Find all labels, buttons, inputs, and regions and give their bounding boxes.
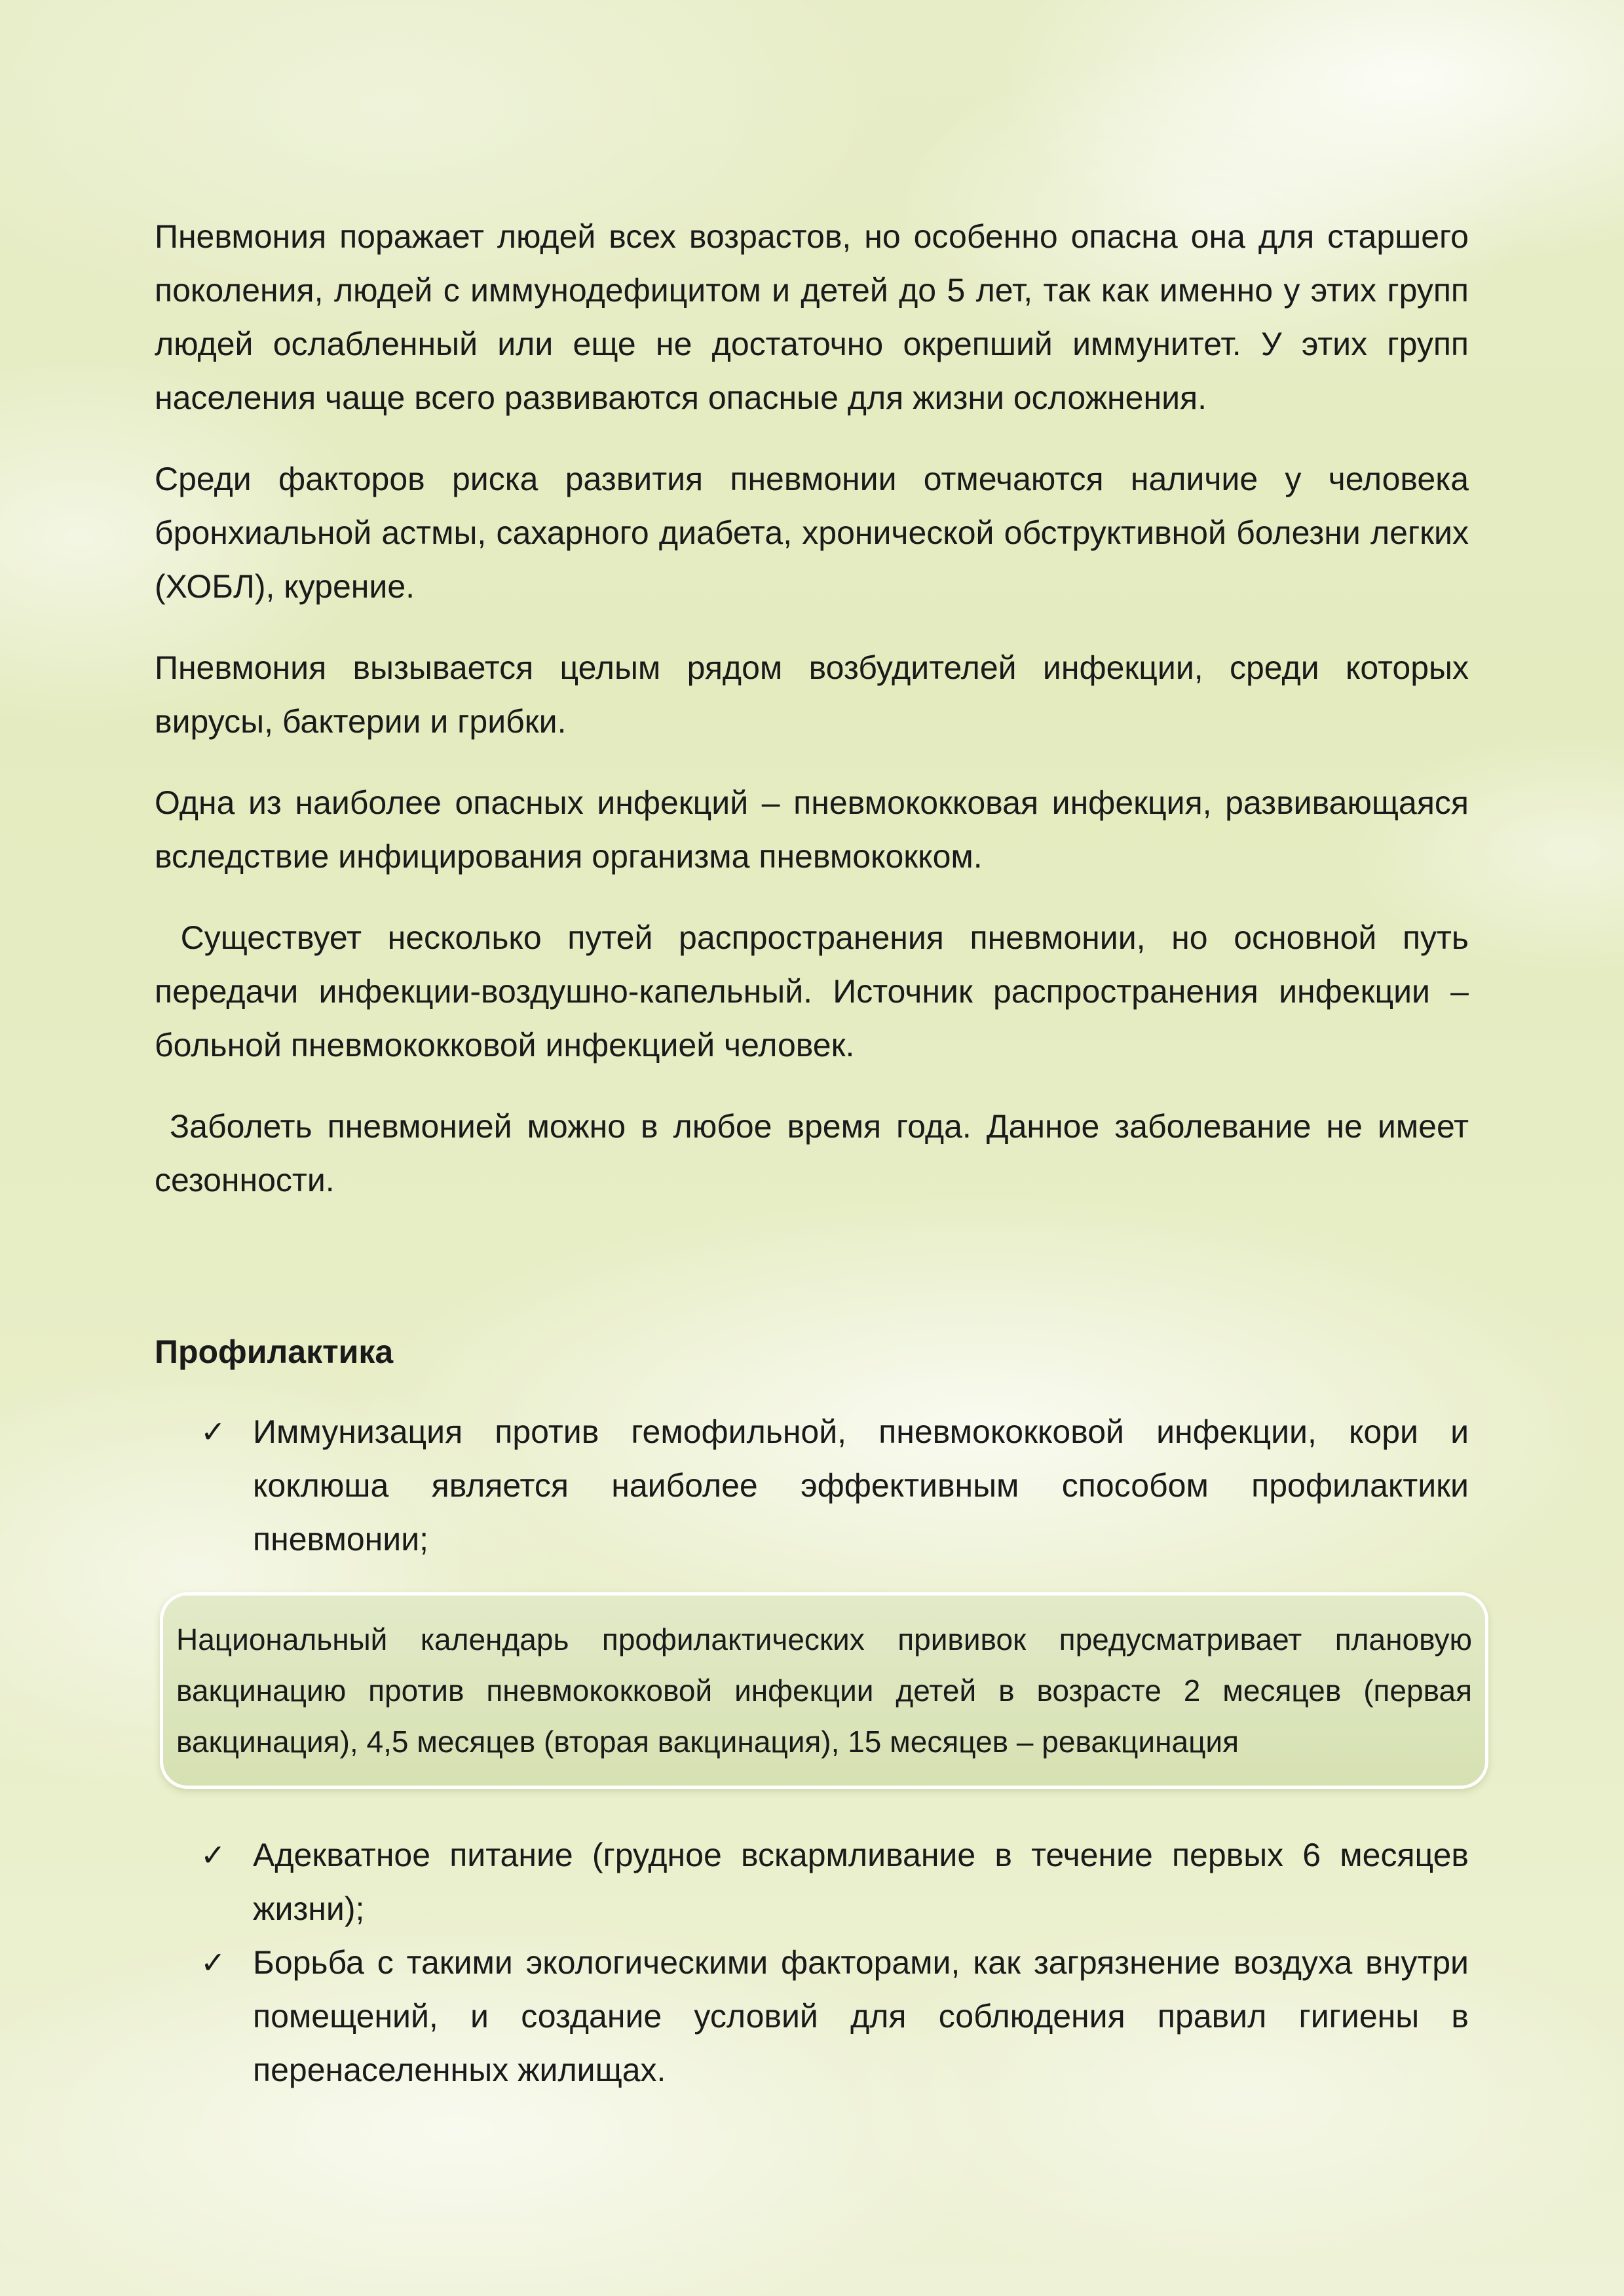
list-item-text: Иммунизация против гемофильной, пневмококковой инфекции, кори и коклюша является наиболее эффективным способом профилактики пневмонии; bbox=[253, 1413, 1469, 1558]
paragraph-transmission: Существует несколько путей распространения пневмонии, но основной путь передачи инфекции-воздушно-капельный. Источник распространения инфекции – больной пневмококковой инфекцией человек. bbox=[155, 919, 1478, 1063]
prevention-heading: Профилактика bbox=[155, 1333, 394, 1370]
list-item bbox=[200, 1405, 1469, 1566]
prevention-list bbox=[155, 1405, 1469, 1566]
paragraph-risk-factors: Среди факторов риска развития пневмонии отмечаются наличие у человека бронхиальной астмы, сахарного диабета, хронической обструктивной болезни легких (ХОБЛ), курение. bbox=[155, 461, 1469, 605]
check-mark-icon: ✓ bbox=[200, 1837, 226, 1873]
check-mark-icon: ✓ bbox=[200, 1414, 226, 1449]
paragraph-pneumococcal: Одна из наиболее опасных инфекций – пневмококковая инфекция, развивающаяся вследствие инфицирования организма пневмококком. bbox=[155, 784, 1469, 875]
paragraph-age-risk: Пневмония поражает людей всех возрастов, но особенно опасна она для старшего поколения, людей с иммунодефицитом и детей до 5 лет, так как именно у этих групп людей ослабленный или еще не достаточно окрепший иммунитет. У этих групп населения чаще всего развиваются опасные для жизни осложнения. bbox=[155, 218, 1469, 416]
list-item bbox=[200, 1828, 1469, 1936]
list-item-text: Борьба с такими экологическими факторами, как загрязнение воздуха внутри помещений, и создание условий для соблюдения правил гигиены в перенаселенных жилищах. bbox=[253, 1944, 1469, 2088]
list-item bbox=[200, 1936, 1469, 2097]
vaccination-calendar-callout bbox=[160, 1592, 1488, 1789]
list-item-text: Адекватное питание (грудное вскармливание в течение первых 6 месяцев жизни); bbox=[253, 1837, 1469, 1927]
callout-text: Национальный календарь профилактических прививок предусматривает плановую вакцинацию против пневмококковой инфекции детей в возрасте 2 месяцев (первая вакцинация), 4,5 месяцев (вторая вакцинация), 15 месяцев – ревакцинация bbox=[176, 1622, 1472, 1759]
paragraph-pathogens: Пневмония вызывается целым рядом возбудителей инфекции, среди которых вирусы, бактерии и грибки. bbox=[155, 649, 1469, 740]
document-body bbox=[155, 210, 1478, 2097]
prevention-list-continued bbox=[155, 1828, 1469, 2097]
paragraph-seasonality: Заболеть пневмонией можно в любое время года. Данное заболевание не имеет сезонности. bbox=[155, 1108, 1478, 1198]
check-mark-icon: ✓ bbox=[200, 1945, 226, 1980]
